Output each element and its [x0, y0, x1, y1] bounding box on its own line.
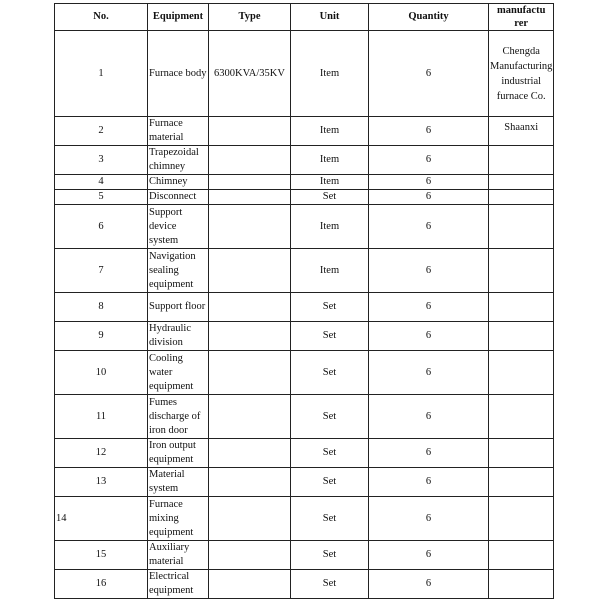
cell-quantity: 6 [369, 570, 489, 599]
cell-quantity: 6 [369, 249, 489, 293]
header-equipment: Equipment [148, 4, 209, 31]
cell-equipment: Fumes discharge of iron door [148, 395, 209, 439]
cell-type [209, 497, 291, 541]
cell-unit: Item [291, 31, 369, 117]
cell-type [209, 541, 291, 570]
header-quantity: Quantity [369, 4, 489, 31]
cell-equipment: Material system [148, 468, 209, 497]
equipment-table [54, 3, 554, 599]
cell-manufacturer-empty [489, 249, 554, 293]
header-type: Type [209, 4, 291, 31]
cell-no: 3 [55, 146, 148, 175]
cell-no: 2 [55, 117, 148, 146]
cell-no: 16 [55, 570, 148, 599]
cell-equipment: Electrical equipment [148, 570, 209, 599]
cell-quantity: 6 [369, 497, 489, 541]
cell-manufacturer-empty [489, 468, 554, 497]
header-row [55, 4, 554, 31]
cell-type [209, 175, 291, 190]
cell-no: 1 [55, 31, 148, 117]
table-row [55, 190, 554, 205]
cell-quantity: 6 [369, 439, 489, 468]
cell-no: 7 [55, 249, 148, 293]
cell-unit: Set [291, 497, 369, 541]
cell-manufacturer-name: Chengda Manufacturing industrial furnace Co. [489, 31, 554, 117]
cell-equipment: Furnace material [148, 117, 209, 146]
cell-type [209, 439, 291, 468]
cell-type [209, 351, 291, 395]
cell-no: 8 [55, 293, 148, 322]
cell-no: 14 [55, 497, 148, 541]
cell-quantity: 6 [369, 175, 489, 190]
cell-equipment: Cooling water equipment [148, 351, 209, 395]
cell-quantity: 6 [369, 31, 489, 117]
header-manufacturer: manufactu rer [489, 4, 554, 31]
cell-type [209, 570, 291, 599]
header-unit: Unit [291, 4, 369, 31]
cell-manufacturer-empty [489, 146, 554, 175]
table-row [55, 117, 554, 146]
cell-unit: Set [291, 293, 369, 322]
cell-type [209, 293, 291, 322]
table-row [55, 322, 554, 351]
cell-quantity: 6 [369, 468, 489, 497]
cell-type [209, 205, 291, 249]
table-row [55, 570, 554, 599]
cell-equipment: Trapezoidal chimney [148, 146, 209, 175]
cell-unit: Item [291, 175, 369, 190]
cell-type [209, 395, 291, 439]
header-no: No. [55, 4, 148, 31]
cell-no: 12 [55, 439, 148, 468]
cell-type [209, 190, 291, 205]
cell-quantity: 6 [369, 351, 489, 395]
cell-equipment: Support floor [148, 293, 209, 322]
cell-manufacturer-empty [489, 190, 554, 205]
cell-equipment: Hydraulic division [148, 322, 209, 351]
cell-manufacturer-empty [489, 439, 554, 468]
cell-unit: Set [291, 322, 369, 351]
table-row [55, 468, 554, 497]
cell-manufacturer-empty [489, 541, 554, 570]
cell-no: 5 [55, 190, 148, 205]
cell-no: 11 [55, 395, 148, 439]
table-row [55, 205, 554, 249]
cell-manufacturer-location: Shaanxi [489, 117, 554, 146]
cell-equipment: Disconnect [148, 190, 209, 205]
cell-equipment: Support device system [148, 205, 209, 249]
cell-unit: Set [291, 190, 369, 205]
cell-unit: Item [291, 205, 369, 249]
cell-quantity: 6 [369, 322, 489, 351]
cell-type: 6300KVA/35KV [209, 31, 291, 117]
cell-quantity: 6 [369, 190, 489, 205]
table-row [55, 439, 554, 468]
table-row [55, 541, 554, 570]
cell-unit: Set [291, 570, 369, 599]
cell-no: 10 [55, 351, 148, 395]
cell-no: 13 [55, 468, 148, 497]
cell-manufacturer-empty [489, 175, 554, 190]
table-body [55, 31, 554, 599]
cell-unit: Item [291, 146, 369, 175]
cell-type [209, 249, 291, 293]
cell-equipment: Navigation sealing equipment [148, 249, 209, 293]
table-row [55, 249, 554, 293]
cell-unit: Item [291, 117, 369, 146]
table-row [55, 31, 554, 117]
cell-equipment: Furnace mixing equipment [148, 497, 209, 541]
cell-unit: Set [291, 351, 369, 395]
table-row [55, 175, 554, 190]
cell-quantity: 6 [369, 293, 489, 322]
cell-manufacturer-empty [489, 293, 554, 322]
table-row [55, 395, 554, 439]
cell-type [209, 146, 291, 175]
cell-no: 6 [55, 205, 148, 249]
cell-manufacturer-empty [489, 497, 554, 541]
cell-equipment: Chimney [148, 175, 209, 190]
cell-unit: Set [291, 439, 369, 468]
table-row [55, 497, 554, 541]
cell-no: 15 [55, 541, 148, 570]
table-row [55, 146, 554, 175]
cell-equipment: Furnace body [148, 31, 209, 117]
cell-manufacturer-empty [489, 322, 554, 351]
cell-quantity: 6 [369, 205, 489, 249]
cell-unit: Item [291, 249, 369, 293]
cell-manufacturer-empty [489, 570, 554, 599]
cell-quantity: 6 [369, 146, 489, 175]
cell-unit: Set [291, 395, 369, 439]
cell-type [209, 322, 291, 351]
cell-manufacturer-empty [489, 351, 554, 395]
cell-type [209, 468, 291, 497]
cell-quantity: 6 [369, 117, 489, 146]
table-row [55, 351, 554, 395]
cell-manufacturer-empty [489, 205, 554, 249]
cell-type [209, 117, 291, 146]
cell-no: 9 [55, 322, 148, 351]
cell-equipment: Iron output equipment [148, 439, 209, 468]
cell-unit: Set [291, 541, 369, 570]
cell-manufacturer-empty [489, 395, 554, 439]
cell-quantity: 6 [369, 541, 489, 570]
cell-quantity: 6 [369, 395, 489, 439]
cell-no: 4 [55, 175, 148, 190]
cell-equipment: Auxiliary material [148, 541, 209, 570]
table-row [55, 293, 554, 322]
cell-unit: Set [291, 468, 369, 497]
